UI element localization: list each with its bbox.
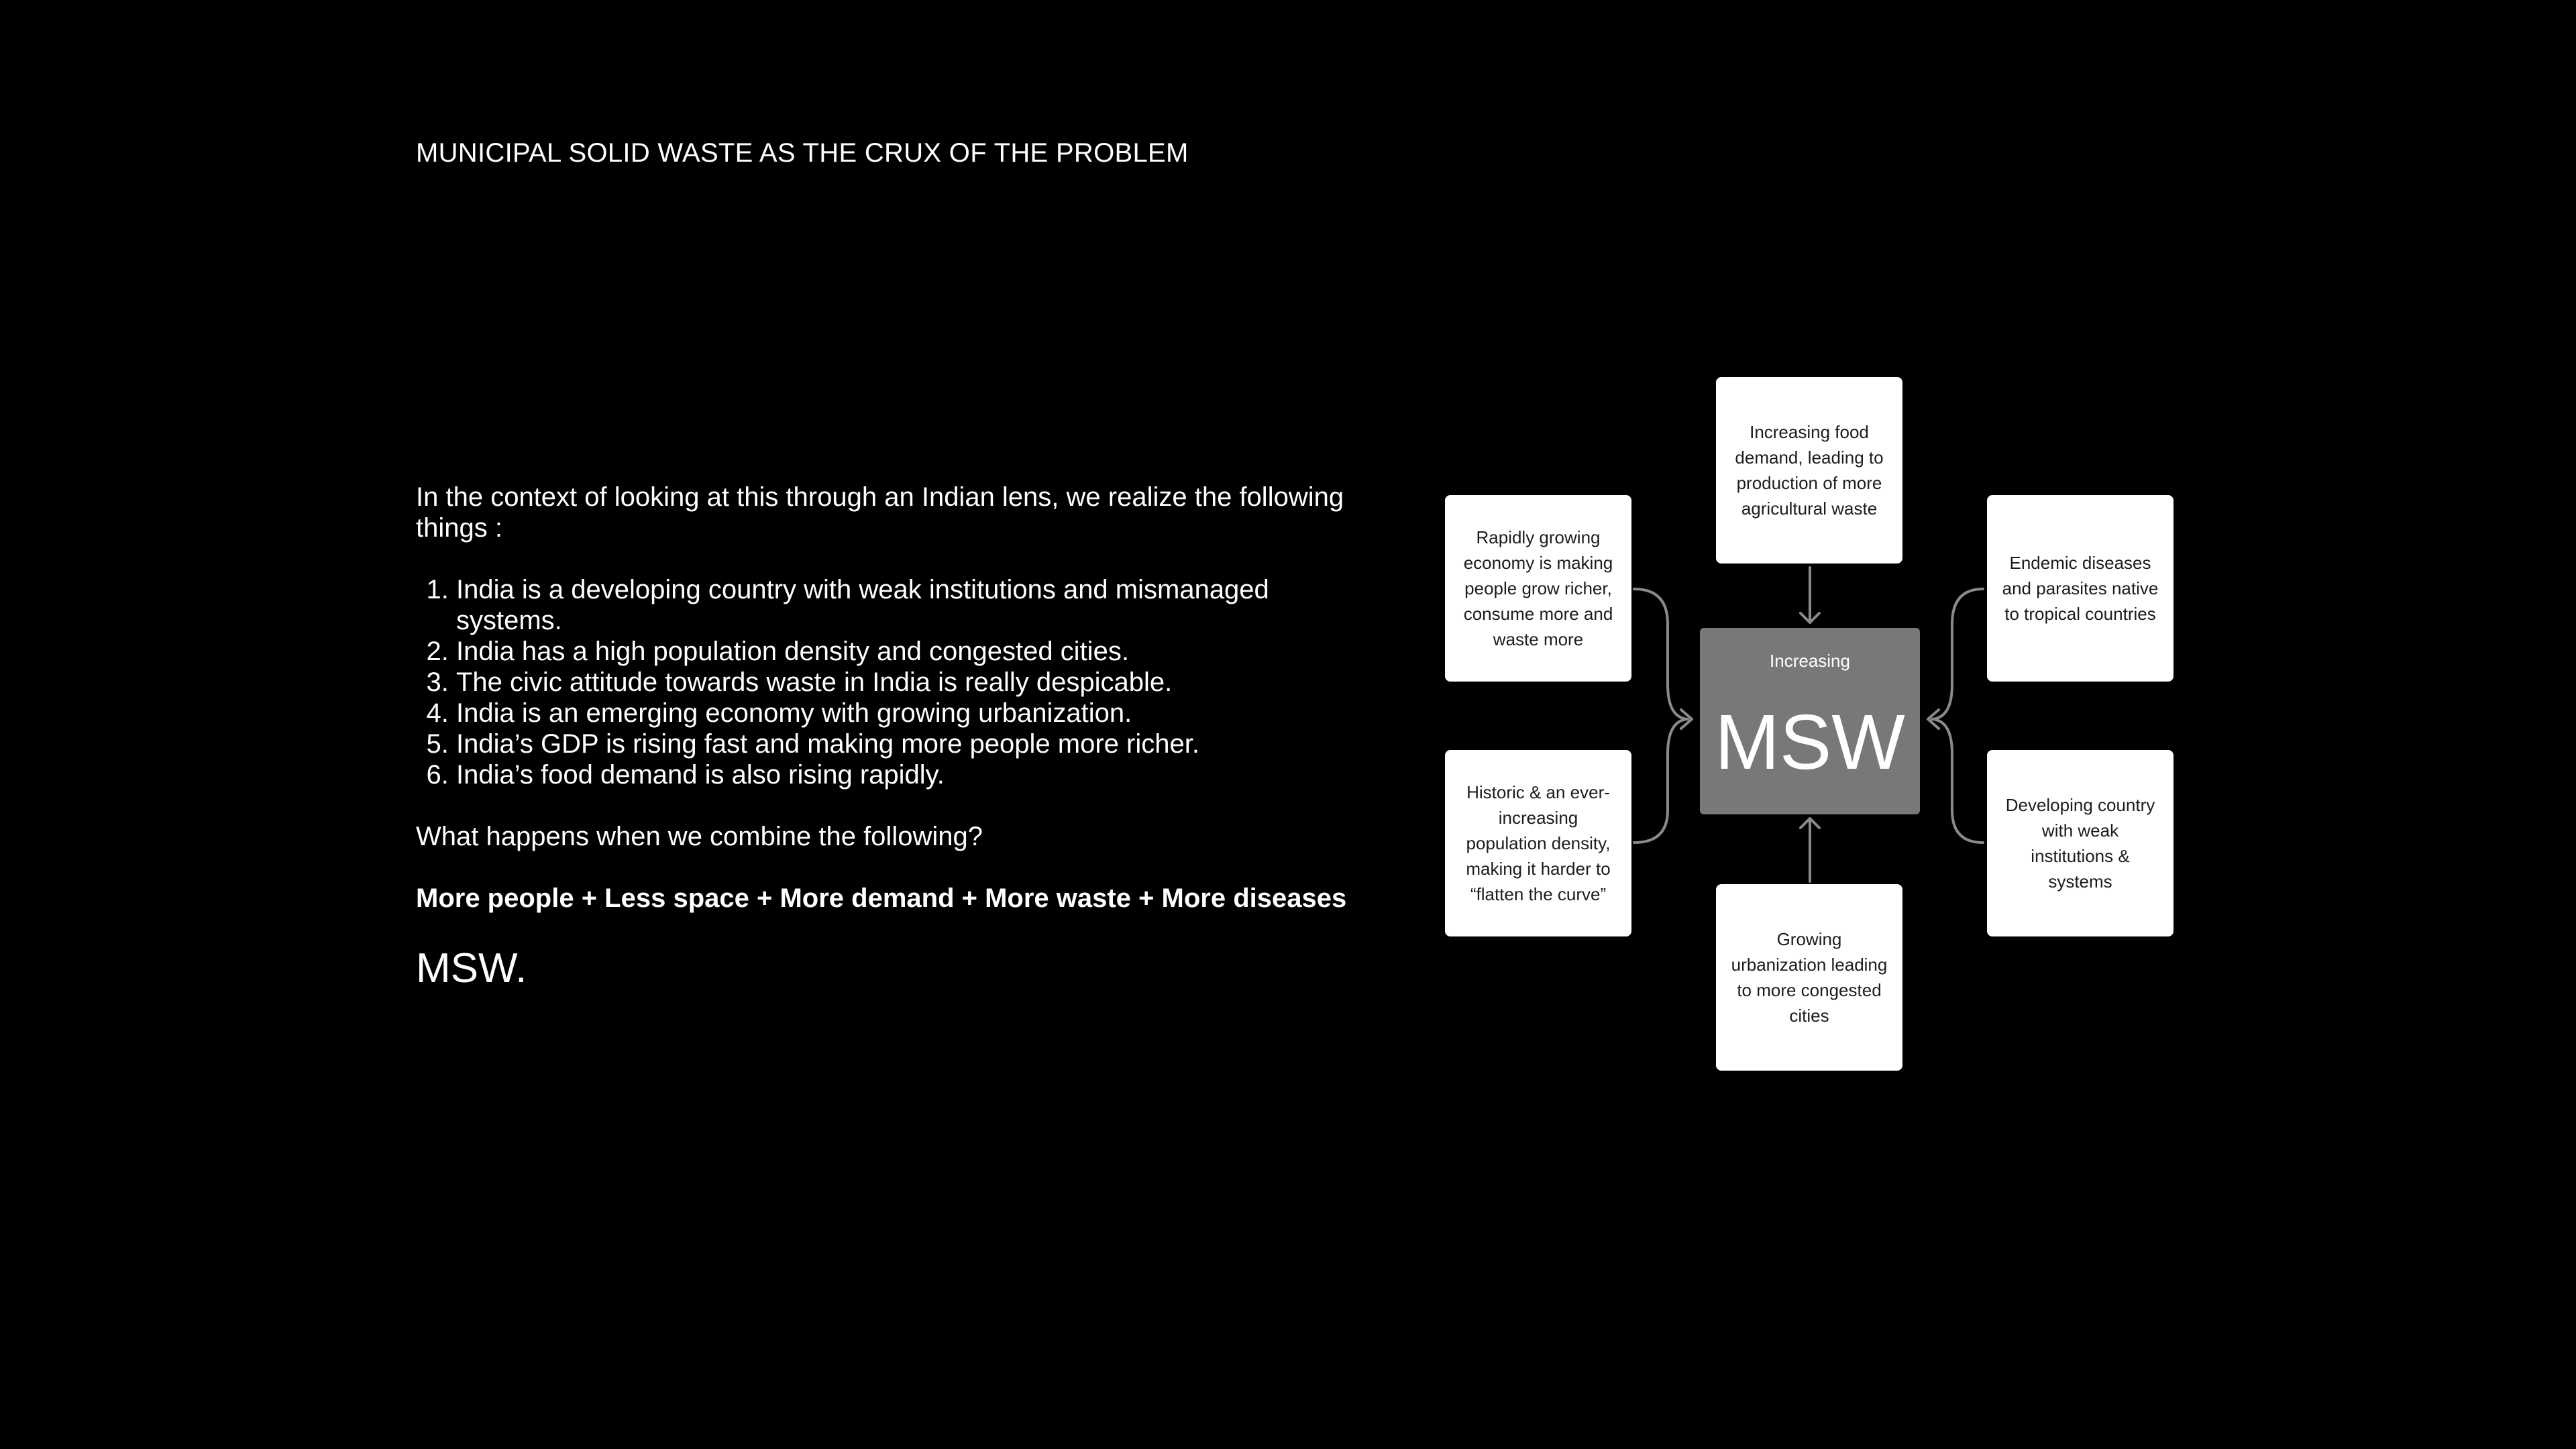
center-label: Increasing <box>1770 651 1850 671</box>
right-bracket <box>1932 589 1983 843</box>
card-food-demand: Increasing food demand, leading to production of more agricultural waste <box>1716 377 1902 564</box>
facts-list <box>416 574 1348 790</box>
card-population-density: Historic & an ever-increasing population density, making it harder to “flatten the curve” <box>1445 750 1631 936</box>
left-bracket <box>1634 589 1688 843</box>
list-item: 5. India’s GDP is rising fast and making more people more richer. <box>456 729 1348 759</box>
intro-text: In the context of looking at this through an Indian lens, we realize the following things : <box>416 482 1344 543</box>
equation-text: More people + Less space + More demand + More waste + More diseases <box>416 883 1347 913</box>
page-title: MUNICIPAL SOLID WASTE AS THE CRUX OF THE PROBLEM <box>416 138 1189 168</box>
list-item: 4. India is an emerging economy with growing urbanization. <box>456 698 1348 729</box>
card-urbanization: Growing urbanization leading to more congested cities <box>1716 884 1902 1071</box>
msw-center-box <box>1700 628 1920 814</box>
card-developing-country: Developing country with weak institutions & systems <box>1987 750 2174 936</box>
card-growing-economy: Rapidly growing economy is making people grow richer, consume more and waste more <box>1445 495 1631 682</box>
list-item: 1. India is a developing country with weak institutions and mismanaged systems. <box>456 574 1348 636</box>
body-content <box>416 482 1348 993</box>
list-item: 3. The civic attitude towards waste in India is really despicable. <box>456 667 1348 698</box>
list-item: 2. India has a high population density and congested cities. <box>456 636 1348 667</box>
card-endemic-diseases: Endemic diseases and parasites native to tropical countries <box>1987 495 2174 682</box>
list-item: 6. India’s food demand is also rising rapidly. <box>456 759 1348 790</box>
conclusion-text: MSW. <box>416 945 527 991</box>
question-text: What happens when we combine the following? <box>416 822 983 851</box>
msw-diagram <box>1436 369 2194 1080</box>
center-title: MSW <box>1715 698 1905 786</box>
